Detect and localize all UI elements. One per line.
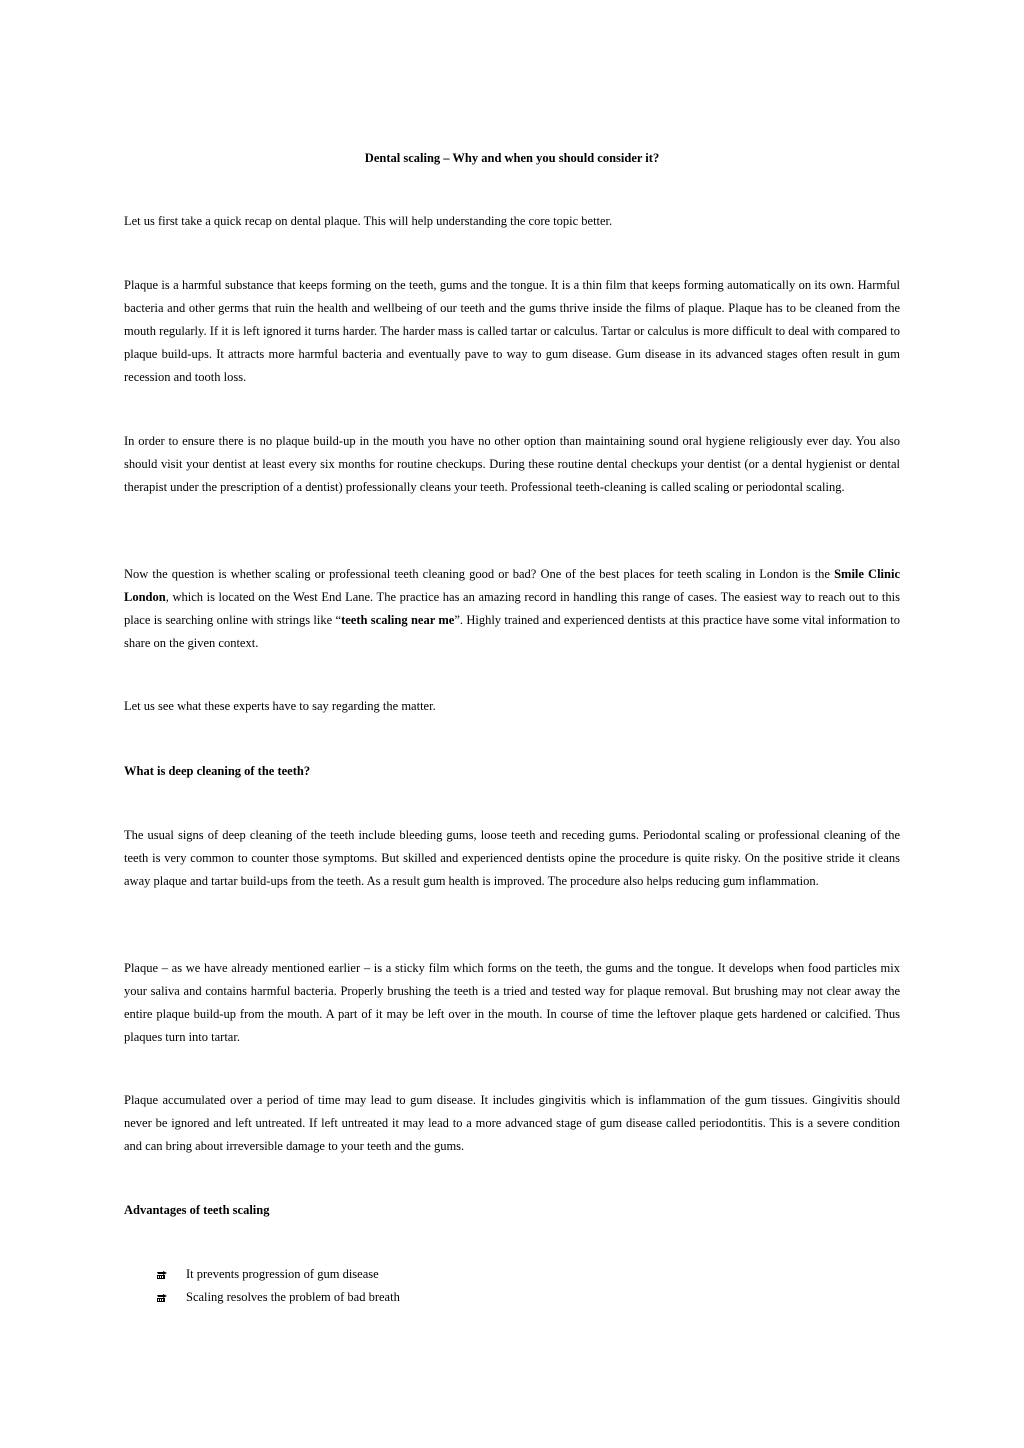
list-item-text: It prevents progression of gum disease — [186, 1267, 379, 1281]
smile-clinic-link-text: Smile Clinic London — [124, 567, 901, 604]
p3-text-2: , which is located on the West End Lane. The practice has an amazing record in handling this range of cases. The easiest way to reach out to this place is searching online with strings like “ — [124, 590, 900, 627]
pointing-hand-icon — [156, 1270, 168, 1280]
pointing-hand-icon — [156, 1293, 168, 1303]
experts-paragraph: Let us see what these experts have to say regarding the matter. — [124, 699, 436, 713]
deep-cleaning-heading: What is deep cleaning of the teeth? — [124, 764, 311, 778]
list-item — [156, 1286, 400, 1309]
oral-hygiene-paragraph: In order to ensure there is no plaque build-up in the mouth you have no other option than maintaining sound oral hygiene religiously ever day. You also should visit your dentist at least every six months for routine checkups. During these routine dental checkups your dentist (or a dental hygienist or dental therapist under the prescription of a dentist) professionally cleans your teeth. Professional teeth-cleaning is called scaling or periodontal scaling. — [124, 434, 900, 494]
deep-cleaning-paragraph: The usual signs of deep cleaning of the teeth include bleeding gums, loose teeth and receding gums. Periodontal scaling or professional cleaning of the teeth is very common to counter those symptoms. But skilled and experienced dentists opine the procedure is quite risky. On the positive stride it cleans away plaque and tartar build-ups from the teeth. As a result gum health is improved. The procedure also helps reducing gum inflammation. — [124, 828, 900, 888]
smile-clinic-paragraph — [124, 563, 900, 655]
advantages-list — [156, 1263, 400, 1309]
document-title: Dental scaling – Why and when you should consider it? — [364, 151, 660, 165]
list-item — [156, 1263, 400, 1286]
search-phrase-text: teeth scaling near me — [341, 613, 455, 627]
plaque-paragraph: Plaque is a harmful substance that keeps forming on the teeth, gums and the tongue. It is a thin film that keeps forming automatically on its own. Harmful bacteria and other germs that ruin the health and wellbeing of our teeth and the gums thrive inside the films of plaque. Plaque has to be cleaned from the mouth regularly. If it is left ignored it turns harder. The harder mass is called tartar or calculus. Tartar or calculus is more difficult to deal with compared to plaque build-ups. It attracts more harmful bacteria and eventually pave to way to gum disease. Gum disease in its advanced stages often result in gum recession and tooth loss. — [124, 278, 900, 384]
intro-paragraph: Let us first take a quick recap on dental plaque. This will help understanding the core topic better. — [124, 214, 613, 228]
advantages-heading: Advantages of teeth scaling — [124, 1203, 270, 1217]
p3-text-1: Now the question is whether scaling or professional teeth cleaning good or bad? One of the best places for teeth scaling in London is the — [124, 567, 835, 581]
list-item-text: Scaling resolves the problem of bad breath — [186, 1290, 400, 1304]
gum-disease-paragraph: Plaque accumulated over a period of time may lead to gum disease. It includes gingivitis which is inflammation of the gum tissues. Gingivitis should never be ignored and left untreated. If left untreated it may lead to a more advanced stage of gum disease called periodontitis. This is a severe condition and can bring about irreversible damage to your teeth and the gums. — [124, 1093, 900, 1153]
p3-text-3: ”. Highly trained and experienced dentists at this practice have some vital information to share on the given context. — [124, 613, 900, 650]
document-page — [124, 0, 900, 1448]
sticky-film-paragraph: Plaque – as we have already mentioned earlier – is a sticky film which forms on the teeth, the gums and the tongue. It develops when food particles mix your saliva and contains harmful bacteria. Properly brushing the teeth is a tried and tested way for plaque removal. But brushing may not clear away the entire plaque build-up from the mouth. A part of it may be left over in the mouth. In course of time the leftover plaque gets hardened or calcified. Thus plaques turn into tartar. — [124, 961, 900, 1044]
